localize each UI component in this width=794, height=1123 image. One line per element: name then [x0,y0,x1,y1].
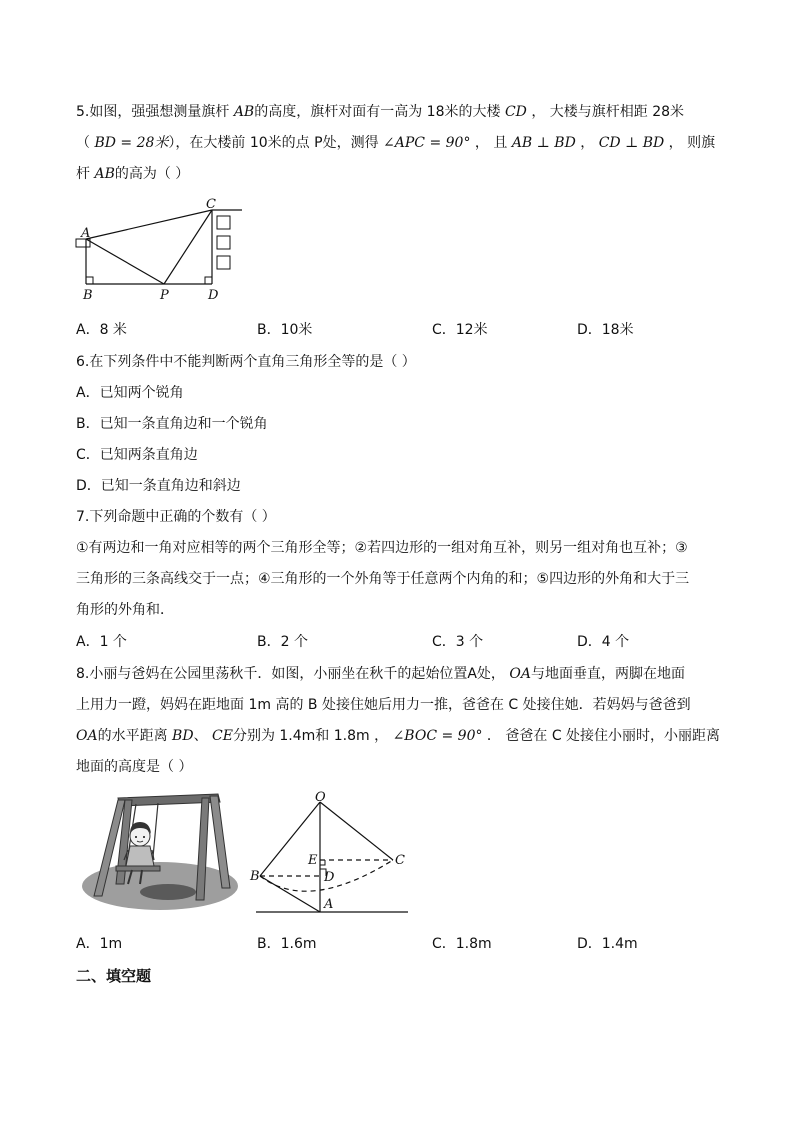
q8-geometry-figure [248,788,413,918]
q5-label-b: B [83,288,93,303]
q5-option-d[interactable]: D．18米 [577,322,634,338]
q6-option-c[interactable]: C．已知两条直角边 [76,447,198,463]
q5-option-a[interactable]: A．8 米 [76,322,127,338]
q8-option-d[interactable]: D．1.4m [577,936,638,952]
q8-option-b[interactable]: B．1.6m [257,936,317,952]
q8-label-b: B [250,869,260,884]
q8-stem-line1: 8.小丽与爸妈在公园里荡秋千．如图，小丽坐在秋千的起始位置A处， OA与地面垂直，两脚在地面 [76,666,685,682]
q5-label-p: P [160,288,169,303]
q7-body-line3: 角形的外角和． [76,602,174,618]
q7-body-line2: 三角形的三条高线交于一点；④三角形的一个外角等于任意两个内角的和；⑤四边形的外角和大于三 [76,571,690,587]
q7-option-a[interactable]: A．1 个 [76,634,127,650]
q5-stem-line2: （ BD = 28米），在大楼前 10米的点 P处，测得 ∠APC = 90° ， 且 AB ⊥ BD ， CD ⊥ BD ， 则旗 [76,135,716,151]
q7-stem: 7.下列命题中正确的个数有（ ） [76,509,276,525]
q5-stem-line3: 杆 AB的高为（ ） [76,166,190,182]
q8-label-d: D [324,870,335,885]
q5-option-b[interactable]: B．10米 [257,322,313,338]
q5-label-a: A [81,226,91,241]
q5-label-d: D [208,288,219,303]
q5-figure [72,196,252,306]
section-heading-fill-in: 二、填空题 [76,967,152,985]
q8-stem-line2: 上用力一蹬，妈妈在距地面 1m 高的 B 处接住她后用力一推，爸爸在 C 处接住她．若妈妈与爸爸到 [76,697,691,713]
q5-option-c[interactable]: C．12米 [432,322,488,338]
q8-label-c: C [395,853,405,868]
q6-option-a[interactable]: A．已知两个锐角 [76,385,184,401]
q7-option-b[interactable]: B．2 个 [257,634,308,650]
q6-option-d[interactable]: D．已知一条直角边和斜边 [76,478,241,494]
q7-option-d[interactable]: D．4 个 [577,634,630,650]
q5-label-c: C [206,197,216,212]
q8-label-o: O [315,790,326,805]
swing-illustration [78,788,243,916]
q8-option-c[interactable]: C．1.8m [432,936,492,952]
q7-body-line1: ①有两边和一角对应相等的两个三角形全等；②若四边形的一组对角互补，则另一组对角也互补；③ [76,540,688,556]
q8-label-a: A [324,897,334,912]
q8-option-a[interactable]: A．1m [76,936,123,952]
q8-label-e: E [308,853,318,868]
q5-stem-line1: 5.如图，强强想测量旗杆 AB的高度，旗杆对面有一高为 18米的大楼 CD ， 大楼与旗杆相距 28米 [76,104,685,120]
q6-stem: 6.在下列条件中不能判断两个直角三角形全等的是（ ） [76,354,416,370]
q6-option-b[interactable]: B．已知一条直角边和一个锐角 [76,416,268,432]
q8-stem-line4: 地面的高度是（ ） [76,759,193,775]
q7-option-c[interactable]: C．3 个 [432,634,484,650]
q8-stem-line3: OA的水平距离 BD、 CE分别为 1.4m和 1.8m ， ∠BOC = 90° ． 爸爸在 C 处接住小丽时，小丽距离 [76,728,721,744]
